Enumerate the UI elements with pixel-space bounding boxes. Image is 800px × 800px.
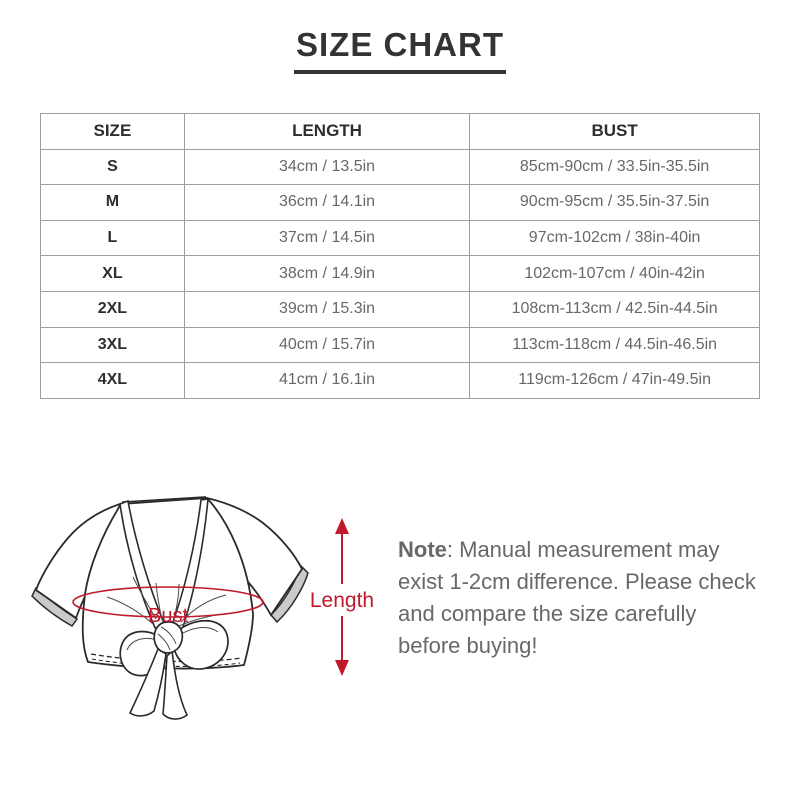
length-value: 41cm / 16.1in [184, 363, 469, 399]
size-value: L [41, 220, 185, 256]
table-row [41, 149, 760, 185]
measurement-note [398, 534, 756, 662]
page-title: SIZE CHART [294, 26, 506, 74]
bust-label: Bust [147, 605, 189, 627]
length-value: 36cm / 14.1in [184, 185, 469, 221]
size-value: 4XL [41, 363, 185, 399]
note-label: Note [398, 537, 447, 562]
length-label: Length [309, 589, 375, 612]
size-chart-table [40, 113, 760, 399]
size-value: 2XL [41, 291, 185, 327]
column-header-bust: BUST [470, 114, 760, 150]
bust-value: 90cm-95cm / 35.5in-37.5in [470, 185, 760, 221]
bust-value: 85cm-90cm / 33.5in-35.5in [470, 149, 760, 185]
size-value: M [41, 185, 185, 221]
table-row [41, 291, 760, 327]
bust-value: 113cm-118cm / 44.5in-46.5in [470, 327, 760, 363]
table-header-row [41, 114, 760, 150]
title-bar [0, 26, 800, 74]
length-value: 34cm / 13.5in [184, 149, 469, 185]
bust-value: 102cm-107cm / 40in-42in [470, 256, 760, 292]
table-row [41, 185, 760, 221]
table-row [41, 256, 760, 292]
table-row [41, 220, 760, 256]
column-header-length: LENGTH [184, 114, 469, 150]
length-value: 38cm / 14.9in [184, 256, 469, 292]
bust-value: 97cm-102cm / 38in-40in [470, 220, 760, 256]
length-value: 39cm / 15.3in [184, 291, 469, 327]
length-value: 40cm / 15.7in [184, 327, 469, 363]
length-value: 37cm / 14.5in [184, 220, 469, 256]
table-row [41, 327, 760, 363]
column-header-size: SIZE [41, 114, 185, 150]
note-text: : Manual measurement may exist 1-2cm difference. Please check and compare the size carefully before buying! [398, 537, 756, 658]
garment-bow-knot-shape [120, 621, 228, 719]
size-value: XL [41, 256, 185, 292]
garment-measurement-diagram [25, 478, 375, 778]
table-row [41, 363, 760, 399]
size-value: 3XL [41, 327, 185, 363]
bust-value: 108cm-113cm / 42.5in-44.5in [470, 291, 760, 327]
size-value: S [41, 149, 185, 185]
bust-value: 119cm-126cm / 47in-49.5in [470, 363, 760, 399]
